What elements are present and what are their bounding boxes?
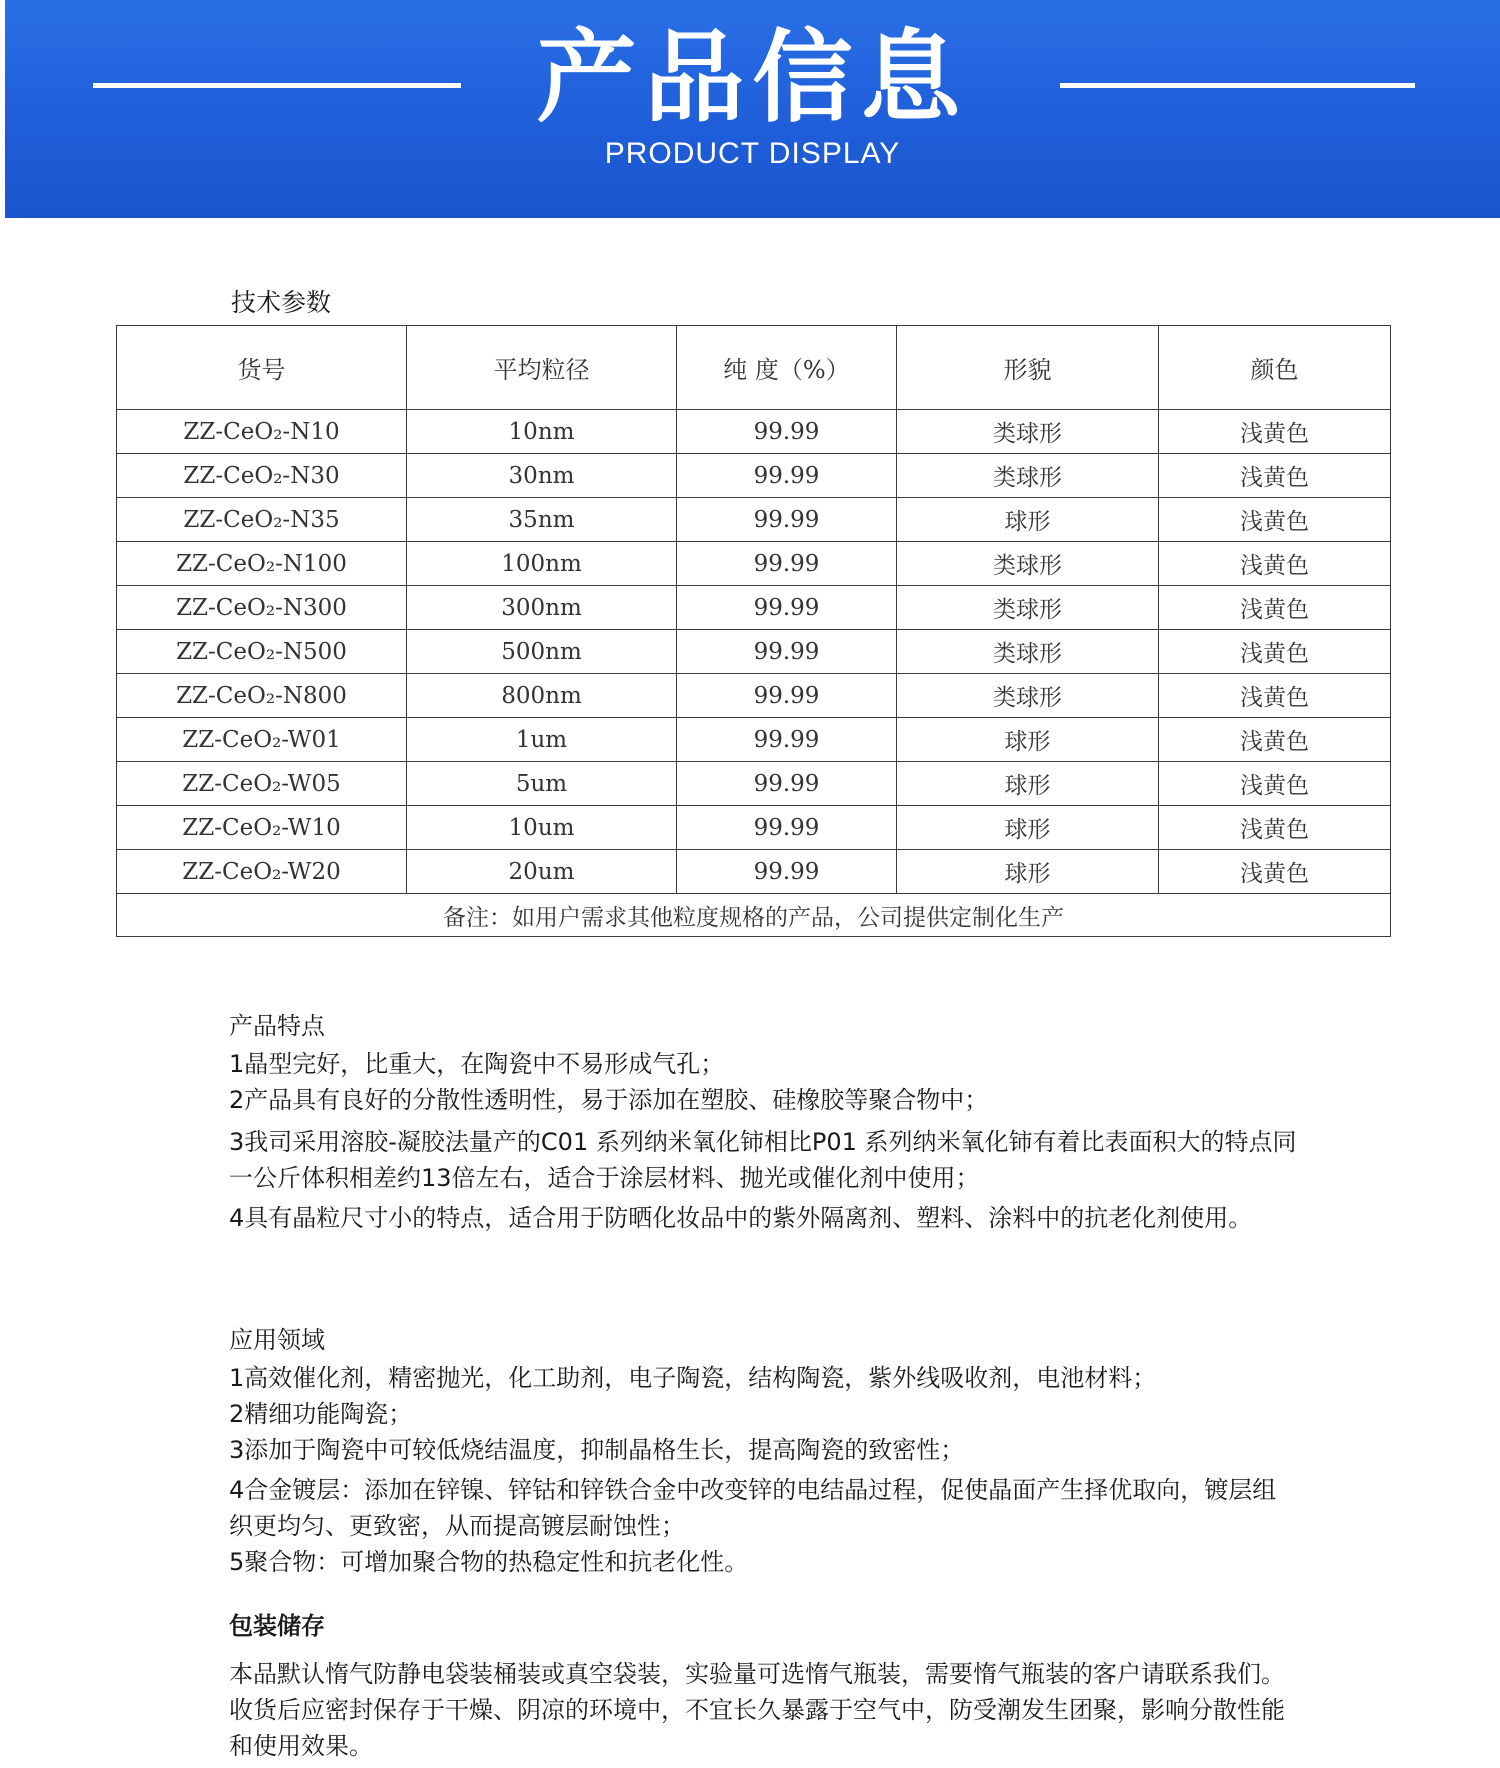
cell-color: 浅黄色 <box>1159 718 1391 762</box>
cell-color: 浅黄色 <box>1159 630 1391 674</box>
cell-morphology: 类球形 <box>897 586 1159 630</box>
cell-purity: 99.99 <box>677 718 897 762</box>
cell-particle-size: 20um <box>407 850 677 894</box>
table-row <box>117 498 1391 542</box>
header-cell-particle-size: 平均粒径 <box>407 326 677 410</box>
cell-morphology: 球形 <box>897 762 1159 806</box>
header-cell-purity: 纯 度（%） <box>677 326 897 410</box>
features-heading: 产品特点 <box>229 1012 325 1040</box>
cell-color: 浅黄色 <box>1159 674 1391 718</box>
table-row <box>117 850 1391 894</box>
table-row <box>117 762 1391 806</box>
application-item: 2精细功能陶瓷； <box>229 1400 413 1428</box>
header-cell-item-no: 货号 <box>117 326 407 410</box>
cell-color: 浅黄色 <box>1159 410 1391 454</box>
cell-item-no: ZZ-CeO₂-N100 <box>117 542 407 586</box>
feature-item: 4具有晶粒尺寸小的特点，适合用于防晒化妆品中的紫外隔离剂、塑料、涂料中的抗老化剂使用。 <box>229 1204 1253 1232</box>
feature-item: 2产品具有良好的分散性透明性，易于添加在塑胶、硅橡胶等聚合物中； <box>229 1086 989 1114</box>
cell-morphology: 类球形 <box>897 454 1159 498</box>
cell-particle-size: 300nm <box>407 586 677 630</box>
banner-title: 产品信息 <box>536 19 969 136</box>
header-banner <box>5 0 1500 218</box>
cell-particle-size: 800nm <box>407 674 677 718</box>
cell-morphology: 球形 <box>897 806 1159 850</box>
cell-item-no: ZZ-CeO₂-W20 <box>117 850 407 894</box>
features-section <box>229 1008 1299 1236</box>
cell-morphology: 类球形 <box>897 630 1159 674</box>
application-item: 1高效催化剂，精密抛光，化工助剂，电子陶瓷，结构陶瓷，紫外线吸收剂，电池材料； <box>229 1364 1157 1392</box>
cell-color: 浅黄色 <box>1159 586 1391 630</box>
cell-item-no: ZZ-CeO₂-N35 <box>117 498 407 542</box>
spec-table <box>116 325 1391 937</box>
cell-particle-size: 35nm <box>407 498 677 542</box>
feature-item: 1晶型完好，比重大，在陶瓷中不易形成气孔； <box>229 1050 725 1078</box>
cell-morphology: 类球形 <box>897 542 1159 586</box>
cell-item-no: ZZ-CeO₂-N30 <box>117 454 407 498</box>
banner-subtitle: PRODUCT DISPLAY <box>604 137 901 170</box>
cell-particle-size: 10nm <box>407 410 677 454</box>
table-row <box>117 674 1391 718</box>
cell-purity: 99.99 <box>677 542 897 586</box>
cell-color: 浅黄色 <box>1159 850 1391 894</box>
table-row <box>117 454 1391 498</box>
cell-particle-size: 1um <box>407 718 677 762</box>
spec-table-body <box>117 410 1391 894</box>
cell-purity: 99.99 <box>677 850 897 894</box>
cell-color: 浅黄色 <box>1159 542 1391 586</box>
cell-purity: 99.99 <box>677 498 897 542</box>
table-row <box>117 586 1391 630</box>
application-item: 5聚合物：可增加聚合物的热稳定性和抗老化性。 <box>229 1548 749 1576</box>
cell-particle-size: 10um <box>407 806 677 850</box>
application-item: 4合金镀层：添加在锌镍、锌钴和锌铁合金中改变锌的电结晶过程，促使晶面产生择优取向，镀层组织更均匀、更致密，从而提高镀层耐蚀性； <box>229 1476 1277 1540</box>
cell-item-no: ZZ-CeO₂-N10 <box>117 410 407 454</box>
table-row <box>117 410 1391 454</box>
table-note-row <box>117 894 1391 937</box>
cell-color: 浅黄色 <box>1159 454 1391 498</box>
applications-section <box>229 1322 1299 1580</box>
cell-purity: 99.99 <box>677 674 897 718</box>
cell-morphology: 球形 <box>897 850 1159 894</box>
table-row <box>117 718 1391 762</box>
cell-morphology: 球形 <box>897 718 1159 762</box>
header-cell-morphology: 形貌 <box>897 326 1159 410</box>
header-cell-color: 颜色 <box>1159 326 1391 410</box>
cell-morphology: 球形 <box>897 498 1159 542</box>
storage-section <box>229 1608 1299 1764</box>
cell-color: 浅黄色 <box>1159 498 1391 542</box>
table-row <box>117 806 1391 850</box>
cell-purity: 99.99 <box>677 630 897 674</box>
cell-item-no: ZZ-CeO₂-W05 <box>117 762 407 806</box>
table-header-row <box>117 326 1391 410</box>
cell-purity: 99.99 <box>677 762 897 806</box>
table-note: 备注：如用户需求其他粒度规格的产品，公司提供定制化生产 <box>117 894 1391 937</box>
storage-text: 本品默认惰气防静电袋装桶装或真空袋装，实验量可选惰气瓶装，需要惰气瓶装的客户请联系我们。收货后应密封保存于干燥、阴凉的环境中，不宜长久暴露于空气中，防受潮发生团聚，影响分散性能和使用效果。 <box>229 1660 1285 1760</box>
cell-color: 浅黄色 <box>1159 806 1391 850</box>
cell-purity: 99.99 <box>677 806 897 850</box>
application-item: 3添加于陶瓷中可较低烧结温度，抑制晶格生长，提高陶瓷的致密性； <box>229 1436 965 1464</box>
table-row <box>117 542 1391 586</box>
applications-heading: 应用领域 <box>229 1326 325 1354</box>
cell-particle-size: 30nm <box>407 454 677 498</box>
spec-section-label: 技术参数 <box>231 288 332 317</box>
cell-item-no: ZZ-CeO₂-W10 <box>117 806 407 850</box>
cell-particle-size: 5um <box>407 762 677 806</box>
cell-item-no: ZZ-CeO₂-N300 <box>117 586 407 630</box>
cell-purity: 99.99 <box>677 410 897 454</box>
cell-item-no: ZZ-CeO₂-N800 <box>117 674 407 718</box>
table-row <box>117 630 1391 674</box>
storage-heading: 包装储存 <box>229 1612 325 1640</box>
cell-morphology: 类球形 <box>897 674 1159 718</box>
cell-morphology: 类球形 <box>897 410 1159 454</box>
cell-purity: 99.99 <box>677 454 897 498</box>
cell-particle-size: 100nm <box>407 542 677 586</box>
cell-purity: 99.99 <box>677 586 897 630</box>
cell-item-no: ZZ-CeO₂-W01 <box>117 718 407 762</box>
cell-particle-size: 500nm <box>407 630 677 674</box>
cell-color: 浅黄色 <box>1159 762 1391 806</box>
feature-item: 3我司采用溶胶-凝胶法量产的C01 系列纳米氧化铈相比P01 系列纳米氧化铈有着比表面积大的特点同一公斤体积相差约13倍左右，适合于涂层材料、抛光或催化剂中使用； <box>229 1128 1297 1192</box>
cell-item-no: ZZ-CeO₂-N500 <box>117 630 407 674</box>
